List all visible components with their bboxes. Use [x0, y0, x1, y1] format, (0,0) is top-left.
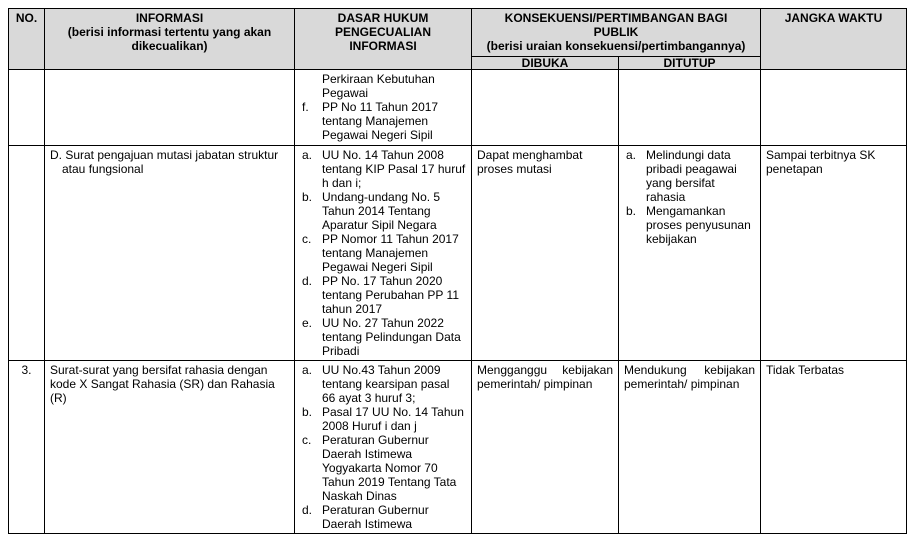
header-dibuka: DIBUKA	[472, 57, 619, 70]
list-item: b. Undang-undang No. 5 Tahun 2014 Tentang Aparatur Sipil Negara	[302, 190, 441, 232]
cell-dibuka: Dapat menghambat proses mutasi	[472, 146, 619, 361]
list-item: e. UU No. 27 Tahun 2022 tentang Pelindungan Data Pribadi	[302, 316, 461, 358]
header-informasi: INFORMASI (berisi informasi tertentu yang akan dikecualikan)	[45, 9, 295, 70]
cell-jangka: Sampai terbitnya SK penetapan	[761, 146, 907, 361]
list-item: d. PP No. 17 Tahun 2020 tentang Perubahan PP 11 tahun 2017	[302, 274, 460, 316]
table-row	[9, 70, 907, 146]
cell-ditutup	[619, 146, 761, 361]
cell-dasar-hukum	[295, 146, 472, 361]
header-jangka-waktu: JANGKA WAKTU	[761, 9, 907, 70]
exception-table	[8, 8, 907, 534]
header-dasar-hukum: DASAR HUKUM PENGECUALIAN INFORMASI	[295, 9, 472, 70]
cell-ditutup: Mendukung kebijakan pemerintah/ pimpinan	[619, 361, 761, 534]
list-item: b. Mengamankan proses penyusunan kebijakan	[626, 204, 751, 246]
list-item: a. Melindungi data pribadi peagawai yang bersifat rahasia	[626, 148, 737, 204]
cell-jangka	[761, 70, 907, 146]
header-konsekuensi: KONSEKUENSI/PERTIMBANGAN BAGI PUBLIK (berisi uraian konsekuensi/pertimbangannya)	[472, 9, 761, 57]
header-ditutup: DITUTUP	[619, 57, 761, 70]
cell-dasar-hukum	[295, 70, 472, 146]
cell-informasi	[45, 70, 295, 146]
list-item: a. UU No. 14 Tahun 2008 tentang KIP Pasal 17 huruf h dan i;	[302, 148, 466, 190]
cell-no	[9, 70, 45, 146]
cell-dibuka: Mengganggu kebijakan pemerintah/ pimpinan	[472, 361, 619, 534]
cell-dasar-hukum	[295, 361, 472, 534]
table-row	[9, 361, 907, 534]
list-item: f. PP No 11 Tahun 2017 tentang Manajemen Pegawai Negeri Sipil	[302, 100, 439, 142]
list-item: c. PP Nomor 11 Tahun 2017 tentang Manajemen Pegawai Negeri Sipil	[302, 232, 459, 274]
header-no: NO.	[9, 9, 45, 70]
cell-dibuka	[472, 70, 619, 146]
cell-ditutup	[619, 70, 761, 146]
list-item: c. Peraturan Gubernur Daerah Istimewa Yogyakarta Nomor 70 Tahun 2019 Tentang Tata Naskah Dinas	[302, 433, 457, 503]
cell-no: 3.	[9, 361, 45, 534]
cell-informasi: Surat-surat yang bersifat rahasia dengan kode X Sangat Rahasia (SR) dan Rahasia (R)	[45, 361, 295, 534]
list-item: d. Peraturan Gubernur Daerah Istimewa	[302, 503, 429, 531]
list-item: a. UU No.43 Tahun 2009 tentang kearsipan pasal 66 ayat 3 huruf 3;	[302, 363, 450, 405]
list-item: b. Pasal 17 UU No. 14 Tahun 2008 Huruf i dan j	[302, 405, 464, 433]
table-row	[9, 146, 907, 361]
cell-no	[9, 146, 45, 361]
continuation-text: Perkiraan Kebutuhan Pegawai	[322, 72, 435, 100]
cell-jangka: Tidak Terbatas	[761, 361, 907, 534]
cell-informasi: D. Surat pengajuan mutasi jabatan struktur atau fungsional	[45, 146, 295, 361]
